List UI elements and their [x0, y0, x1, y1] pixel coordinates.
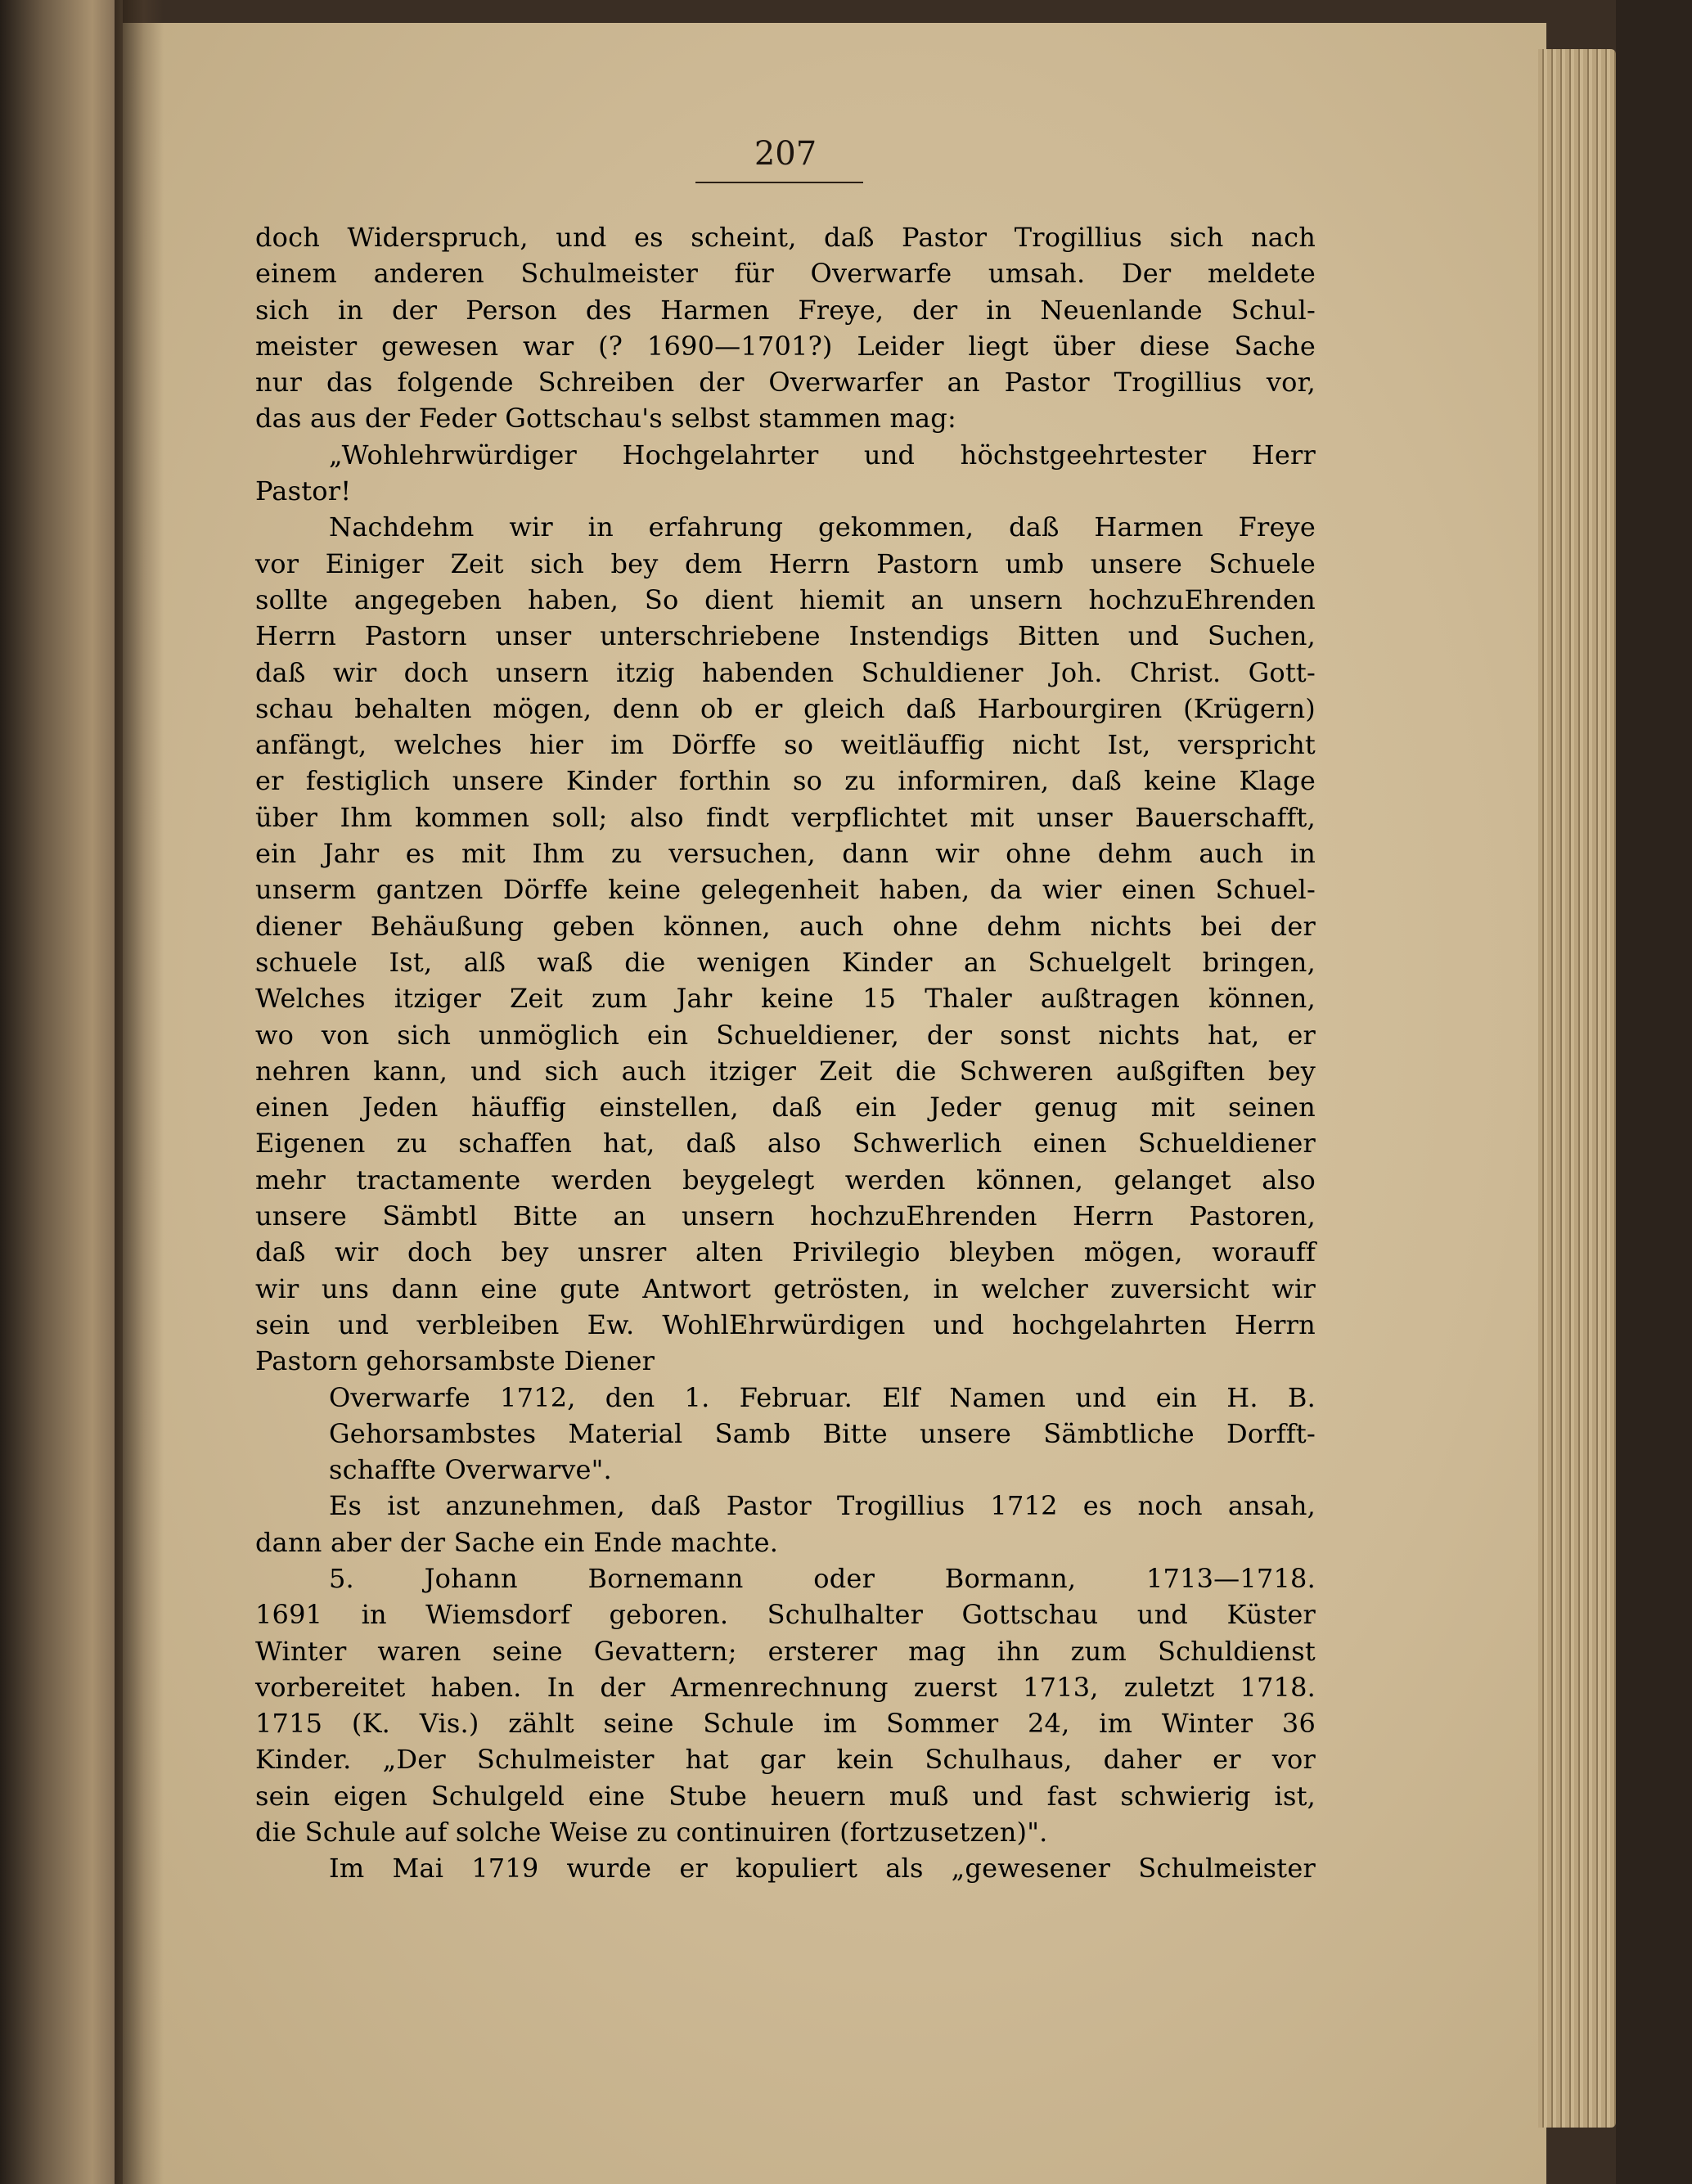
text-line: Winter waren seine Gevattern; ersterer mag ihn zum Schuldienst [255, 1635, 1316, 1667]
text-line: 1715 (K. Vis.) zählt seine Schule im Sommer 24, im Winter 36 [255, 1708, 1316, 1740]
text-line: 1691 in Wiemsdorf geboren. Schulhalter Gottschau und Küster [255, 1599, 1316, 1631]
text-line: 5. Johann Bornemann oder Bormann, 1713—1718. [329, 1562, 1316, 1594]
text-line: doch Widerspruch, und es scheint, daß Pastor Trogillius sich nach [255, 222, 1316, 253]
text-line: sollte angegeben haben, So dient hiemit an unsern hochzuEhrenden [255, 583, 1316, 615]
header-rule [695, 182, 863, 183]
text-line: Gehorsambstes Material Samb Bitte unsere Sämbtliche Dorfft- [329, 1417, 1316, 1449]
text-line: mehr tractamente werden beygelegt werden können, gelanget also [255, 1164, 1316, 1196]
text-line: über Ihm kommen soll; also findt verpflichtet mit unser Bauerschafft, [255, 801, 1316, 833]
text-line: „Wohlehrwürdiger Hochgelahrter und höchstgeehrtester Herr [329, 439, 1316, 471]
text-line: sein eigen Schulgeld eine Stube heuern muß und fast schwierig ist, [255, 1780, 1316, 1812]
text-line: einem anderen Schulmeister für Overwarfe umsah. Der meldete [255, 258, 1316, 290]
book-gutter-shadow [115, 0, 164, 2184]
text-line: Nachdehm wir in erfahrung gekommen, daß Harmen Freye [329, 511, 1316, 543]
text-line: Kinder. „Der Schulmeister hat gar kein Schulhaus, daher er vor [255, 1744, 1316, 1776]
text-line: Welches itziger Zeit zum Jahr keine 15 Thaler außtragen können, [255, 983, 1316, 1015]
text-line: Eigenen zu schaffen hat, daß also Schwerlich einen Schueldiener [255, 1128, 1316, 1160]
text-line: einen Jeden häuffig einstellen, daß ein Jeder genug mit seinen [255, 1092, 1316, 1124]
text-line: vor Einiger Zeit sich bey dem Herrn Pastorn umb unsere Schuele [255, 547, 1316, 579]
body-text [255, 219, 1316, 1887]
text-line: nur das folgende Schreiben der Overwarfer an Pastor Trogillius vor, [255, 367, 1316, 399]
text-line: nehren kann, und sich auch itziger Zeit die Schweren außgiften bey [255, 1055, 1316, 1087]
text-line: diener Behäußung geben können, auch ohne dehm nichts bei der [255, 910, 1316, 942]
text-line: Im Mai 1719 wurde er kopuliert als „gewesener Schulmeister [329, 1853, 1316, 1885]
stacked-page-edges [1538, 49, 1616, 2128]
text-line: schau behalten mögen, denn ob er gleich daß Harbourgiren (Krügern) [255, 692, 1316, 724]
text-line: meister gewesen war (? 1690—1701?) Leider liegt über diese Sache [255, 330, 1316, 362]
text-line: ein Jahr es mit Ihm zu versuchen, dann wir ohne dehm auch in [255, 838, 1316, 870]
text-line: Pastor! [255, 475, 352, 507]
previous-page-edge [0, 0, 123, 2184]
text-line: die Schule auf solche Weise zu continuiren (fortzusetzen)". [255, 1817, 1048, 1849]
text-line: Herrn Pastorn unser unterschriebene Instendigs Bitten und Suchen, [255, 620, 1316, 652]
text-line: unsere Sämbtl Bitte an unsern hochzuEhrenden Herrn Pastoren, [255, 1200, 1316, 1232]
text-line: das aus der Feder Gottschau's selbst stammen mag: [255, 403, 956, 435]
text-line: vorbereitet haben. In der Armenrechnung zuerst 1713, zuletzt 1718. [255, 1671, 1316, 1703]
text-line: wir uns dann eine gute Antwort getrösten, in welcher zuversicht wir [255, 1272, 1316, 1304]
text-line: daß wir doch unsern itzig habenden Schuldiener Joh. Christ. Gott- [255, 656, 1316, 688]
text-line: Es ist anzunehmen, daß Pastor Trogillius 1712 es noch ansah, [329, 1490, 1316, 1522]
text-line: unserm gantzen Dörffe keine gelegenheit haben, da wier einen Schuel- [255, 874, 1316, 906]
text-line: er festiglich unsere Kinder forthin so zu informiren, daß keine Klage [255, 765, 1316, 797]
text-line: sein und verbleiben Ew. WohlEhrwürdigen und hochgelahrten Herrn [255, 1308, 1316, 1340]
text-line: schaffte Overwarve". [329, 1454, 612, 1486]
text-line: sich in der Person des Harmen Freye, der in Neuenlande Schul- [255, 294, 1316, 326]
text-line: Overwarfe 1712, den 1. Februar. Elf Namen und ein H. B. [329, 1381, 1316, 1413]
text-line: wo von sich unmöglich ein Schueldiener, der sonst nichts hat, er [255, 1019, 1316, 1051]
text-line: schuele Ist, alß waß die wenigen Kinder an Schuelgelt bringen, [255, 946, 1316, 978]
text-line: dann aber der Sache ein Ende machte. [255, 1526, 779, 1558]
text-line: daß wir doch bey unsrer alten Privilegio bleyben mögen, worauff [255, 1236, 1316, 1268]
page-number: 207 [754, 135, 817, 173]
book-cover-board [1616, 0, 1692, 2184]
text-line: Pastorn gehorsambste Diener [255, 1345, 655, 1377]
text-line: anfängt, welches hier im Dörffe so weitläuffig nicht Ist, verspricht [255, 729, 1316, 761]
